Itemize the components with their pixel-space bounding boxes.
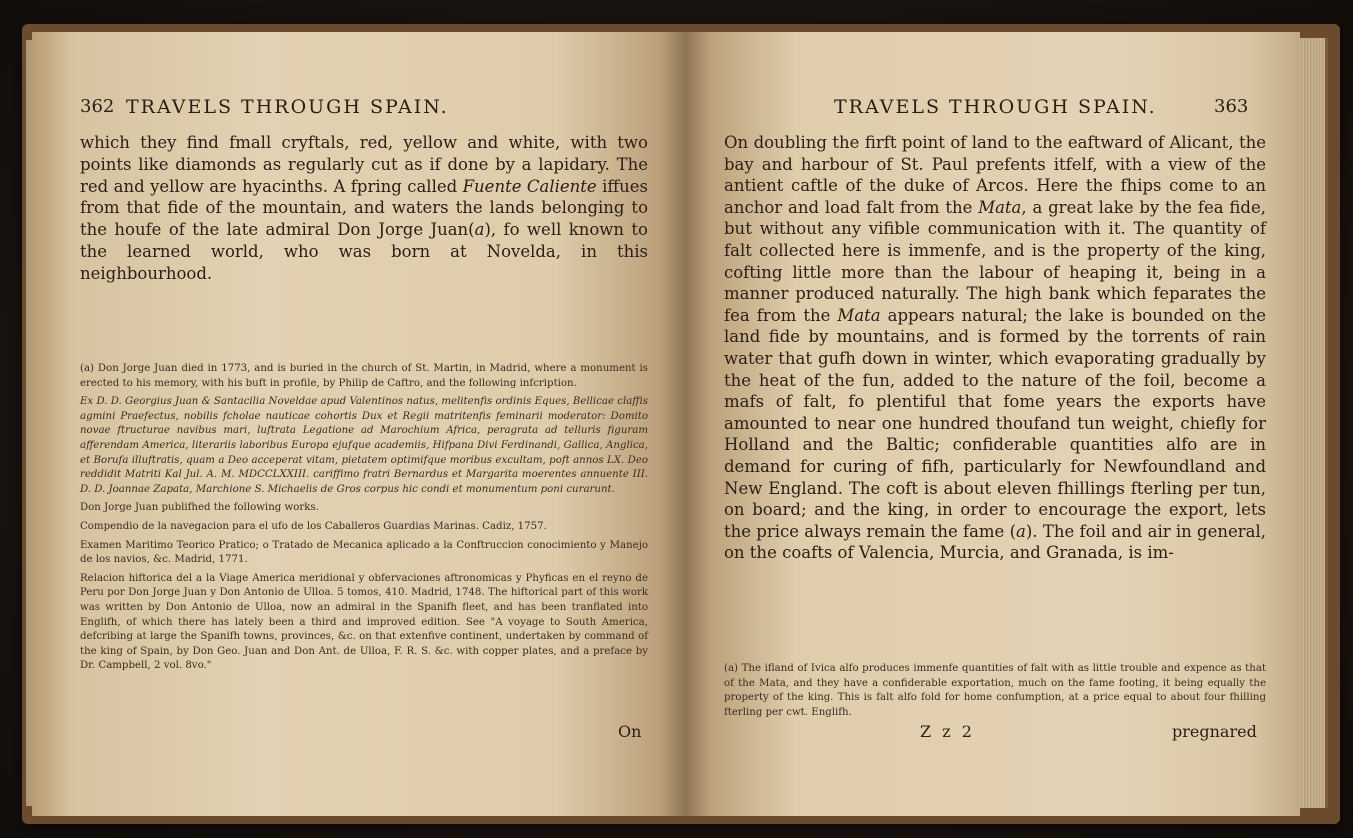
running-head-left: TRAVELS THROUGH SPAIN. bbox=[126, 96, 449, 118]
footnote-work: Relacion hiftorica del a la Viage America meridional y obfervaciones aftronomicas y Phyficas en el reyno de Peru por Don Jorge Juan y Don Antonio de Ulloa. 5 tomos, 410. Madrid, 1748. The hiftorical part of this work was written by Don Antonio de Ulloa, now an admiral in the Spanifh fleet, and has been tranflated into Englifh, of which there has lately been a third and improved edition. See "A voyage to South America, defcribing at large the Spanifh towns, provinces, &c. on that extenfive continent, undertaken by command of the king of Spain, by Don Geo. Juan and Don Ant. de Ulloa, F. R. S. &c. with copper plates, and a preface by Dr. Campbell, 2 vol. 8vo." bbox=[80, 572, 648, 672]
body-italic-segment: Mata bbox=[978, 197, 1022, 217]
running-head-right: TRAVELS THROUGH SPAIN. bbox=[834, 96, 1157, 118]
body-italic-segment: Mata bbox=[837, 305, 881, 325]
body-segment: ). The foil and air in general, on the coafts of Valencia, Murcia, and Granada, is im- bbox=[724, 521, 1266, 563]
footnote-marker: a bbox=[1016, 521, 1026, 541]
right-body-text bbox=[724, 132, 1266, 564]
body-segment: On doubling the firft point of land to the eaftward of Alicant, the bay and harbour of St. Paul prefents itfelf, with a view of the antient caftle of the duke of Arcos. Here the fhips come to an anchor and load falt from the bbox=[724, 133, 1266, 217]
body-segment: ), fo well known to the learned world, who was born at Novelda, in this neighbourhood. bbox=[80, 220, 648, 283]
page-number-left: 362 bbox=[80, 96, 115, 117]
body-italic-segment: Fuente Caliente bbox=[462, 176, 597, 196]
body-segment: appears natural; the lake is bounded on the land fide by mountains, and is formed by the torrents of rain water that gufh down in winter, which evaporating gradually by the heat of the fun, added to the nature of the foil, become a mafs of falt, fo plentiful that fome years the exports have amounted to near one hundred thoufand tun weight, chiefly for Holland and the Baltic; confiderable quantities alfo are in demand for curing of fifh, particularly for Newfoundland and New England. The coft is about eleven fhillings fterling per tun, on board; and the king, in order to encourage the export, lets the price always remain the fame ( bbox=[724, 305, 1266, 541]
right-footnote: (a) The ifland of Ivica alfo produces immenfe quantities of falt with as little trouble and expence as that of the Mata, and they have a confiderable exportation, much on the fame footing, it being equally the property of the king. This is falt alfo fold for home confumption, at a price equal to about four fhilling fterling per cwt. Englifh. bbox=[724, 663, 1266, 718]
left-body-text bbox=[80, 132, 648, 285]
footnote-work: Compendio de la navegacion para el ufo de los Caballeros Guardias Marinas. Cadiz, 1757. bbox=[80, 520, 547, 532]
footnote-work: Examen Maritimo Teorico Pratico; o Tratado de Mecanica aplicado a la Conftruccion conocimiento y Manejo de los navios, &c. Madrid, 1771. bbox=[80, 539, 648, 566]
page-number-right: 363 bbox=[1214, 96, 1249, 117]
left-footnote bbox=[80, 362, 648, 678]
signature-mark: Z z 2 bbox=[920, 722, 975, 741]
right-page bbox=[686, 32, 1300, 816]
right-page-edges bbox=[1300, 38, 1328, 808]
footnote-works-intro: Don Jorge Juan publifhed the following works. bbox=[80, 502, 319, 514]
left-page bbox=[32, 32, 686, 816]
body-segment: , a great lake by the fea fide, but without any vifible communication with it. The quantity of falt collected here is immenfe, and is the property of the king, cofting little more than the labour of heaping it, being in a manner produced naturally. The high bank which feparates the fea from the bbox=[724, 197, 1266, 325]
open-book bbox=[22, 24, 1340, 824]
footnote-intro: (a) Don Jorge Juan died in 1773, and is buried in the church of St. Martin, in Madrid, where a monument is erected to his memory, with his buft in profile, by Philip de Caftro, and the following infcription. bbox=[80, 363, 648, 389]
catchword-right: pregnared bbox=[1172, 722, 1257, 741]
body-segment: iffues from that fide of the mountain, and waters the lands belonging to the houfe of the late admiral Don Jorge Juan( bbox=[80, 176, 648, 240]
footnote-marker: a bbox=[474, 220, 485, 240]
footnote-inscription: Ex D. D. Georgius Juan & Santacilia Noveldae apud Valentinos natus, melitenfis ordinis Eques, Bellicae claffis agmini Praefectus, nobilis fcholae nauticae cohortis Dux et Regii matritenfis feminarii moderator: Domito novae ftructurae navibus mari, luftrata Legatione ad Marochium Africa, peragrata ad telluris figuram afferendam America, literariis laboribus Europa ejufque academiis, Hifpana Divi Ferdinandi, Gallica, Anglica, et Borufa illuftratis, quam a Deo acceperat vitam, pietatem optimifque moribus excultam, poft annos LX. Deo reddidit Matriti Kal Jul. A. M. MDCCLXXIII. cariffimo fratri Bernardus et Margarita moerentes annuente III. D. D. Joannae Zapata, Marchione S. Michaelis de Gros corpus hic condi et monumentum poni curarunt. bbox=[80, 396, 648, 495]
body-segment: which they find fmall cryftals, red, yellow and white, with two points like diamonds as regularly cut as if done by a lapidary. The red and yellow are hyacinths. A fpring called bbox=[80, 133, 648, 196]
catchword-left: On bbox=[618, 722, 642, 741]
